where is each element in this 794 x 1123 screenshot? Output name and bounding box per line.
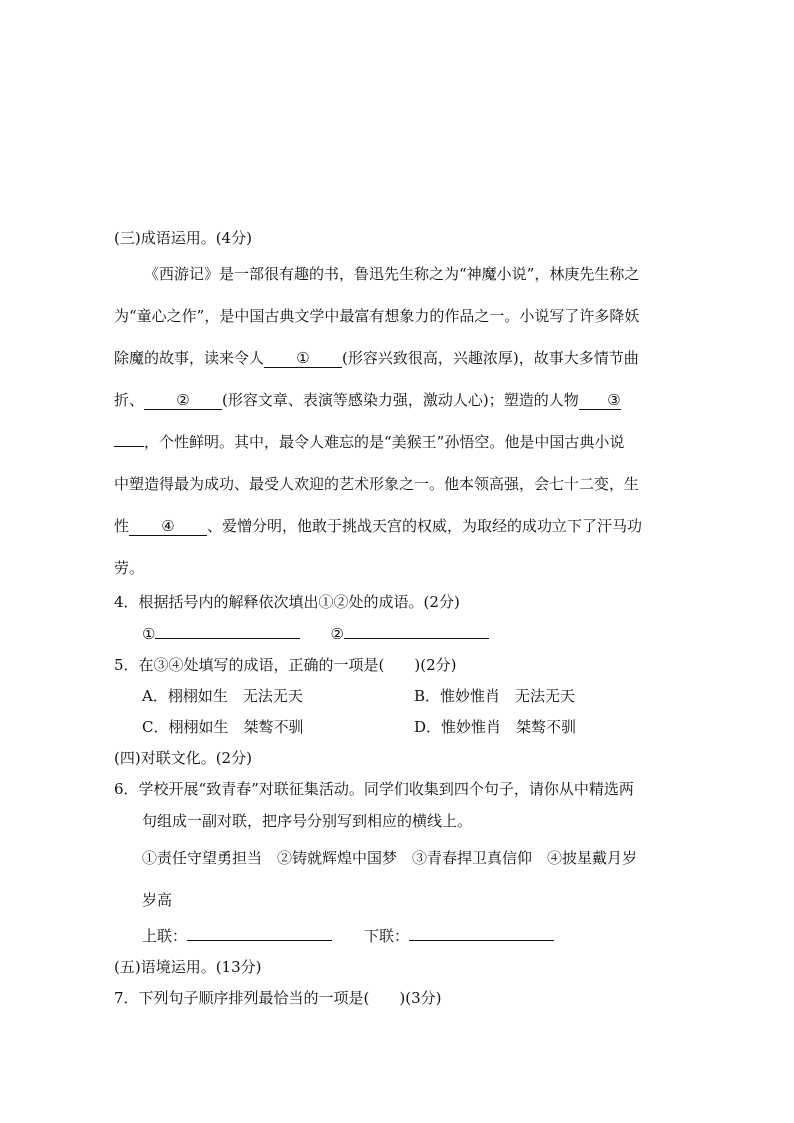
option-d[interactable]: D．惟妙惟肖 桀骜不驯 — [414, 718, 577, 736]
option-a[interactable]: A．栩栩如生 无法无天 — [142, 687, 303, 705]
question-6-options-2: 岁高 — [142, 891, 173, 909]
question-7-stem: 7．下列句子顺序排列最恰当的一项是( )(3分) — [114, 989, 442, 1007]
blank-3: ③ — [579, 392, 621, 410]
blank-1: ① — [264, 350, 342, 368]
blank-3-continued — [114, 432, 144, 447]
passage-line-3 — [114, 348, 639, 368]
question-6-stem-2: 句组成一副对联，把序号分别写到相应的横线上。 — [142, 812, 473, 830]
passage-text: 除魔的故事，读来令人 — [114, 349, 265, 367]
question-6-options-1: ①责任守望勇担当 ②铸就辉煌中国梦 ③青春捍卫真信仰 ④披星戴月岁 — [142, 849, 638, 867]
passage-line-6: 中塑造得最为成功、最受人欢迎的艺术形象之一。他本领高强，会七十二变，生 — [114, 475, 640, 493]
blank-2: ② — [144, 392, 222, 410]
option-b[interactable]: B．惟妙惟肖 无法无天 — [414, 687, 576, 705]
passage-line-8: 劳。 — [114, 559, 145, 577]
answer-line-1[interactable] — [155, 624, 300, 639]
option-c[interactable]: C．栩栩如生 桀骜不驯 — [142, 718, 304, 736]
passage-text: (形容文章、表演等感染力强，激动人心)；塑造的人物 — [222, 391, 579, 409]
answer-marker-1: ① — [142, 625, 156, 643]
section-3-title: (三)成语运用。(4分) — [114, 229, 252, 247]
lower-couplet-label: 下联： — [364, 927, 410, 945]
passage-line-1: 《西游记》是一部很有趣的书，鲁迅先生称之为“神魔小说”，林庚先生称之 — [144, 265, 640, 283]
answer-line-2[interactable] — [344, 624, 489, 639]
passage-line-4 — [114, 390, 621, 410]
question-4-answers — [142, 624, 489, 644]
passage-line-7 — [114, 516, 642, 536]
question-5-stem: 5．在③④处填写的成语，正确的一项是( )(2分) — [114, 656, 457, 674]
passage-text: ，个性鲜明。其中，最令人难忘的是“美猴王”孙悟空。他是中国古典小说 — [144, 433, 625, 451]
answer-marker-2: ② — [330, 625, 344, 643]
upper-couplet-label: 上联： — [142, 927, 188, 945]
section-5-title: (五)语境运用。(13分) — [114, 958, 262, 976]
question-4-stem: 4．根据括号内的解释依次填出①②处的成语。(2分) — [114, 593, 460, 611]
passage-text: 性 — [114, 517, 130, 535]
question-6-stem-1: 6．学校开展“致青春”对联征集活动。同学们收集到四个句子，请你从中精选两 — [114, 780, 634, 798]
upper-couplet-line[interactable] — [187, 926, 332, 941]
couplet-answers — [142, 926, 554, 946]
passage-text: 折、 — [114, 391, 145, 409]
passage-line-2: 为“童心之作”，是中国古典文学中最富有想象力的作品之一。小说写了许多降妖 — [114, 307, 640, 325]
section-4-title: (四)对联文化。(2分) — [114, 749, 252, 767]
passage-line-5 — [114, 432, 624, 452]
passage-text: 、爱憎分明，他敢于挑战天宫的权威，为取经的成功立下了汗马功 — [207, 517, 643, 535]
passage-text: (形容兴致很高，兴趣浓厚)，故事大多情节曲 — [342, 349, 639, 367]
lower-couplet-line[interactable] — [409, 926, 554, 941]
blank-4: ④ — [129, 518, 207, 536]
